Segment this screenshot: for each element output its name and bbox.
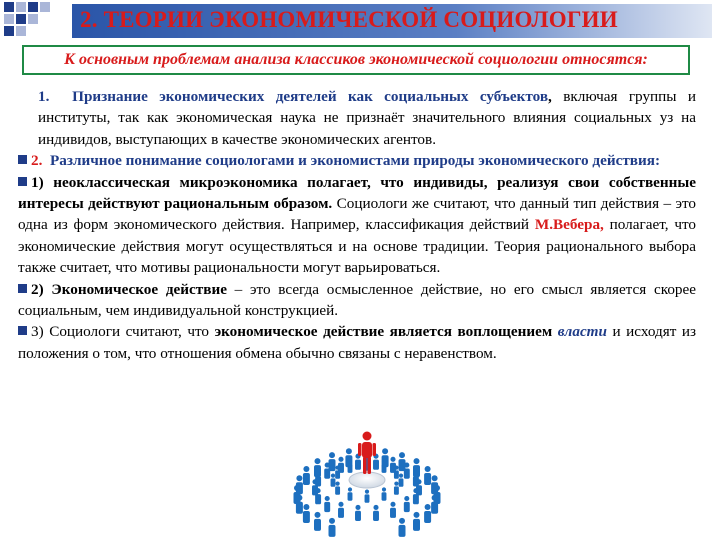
page-title: 2. ТЕОРИИ ЭКОНОМИЧЕСКОЙ СОЦИОЛОГИИ xyxy=(80,7,618,32)
person-figure xyxy=(390,457,396,473)
subtitle-box xyxy=(22,45,690,75)
item-1-comma: , xyxy=(548,88,552,105)
person-figure xyxy=(331,474,336,487)
person-figure xyxy=(413,512,420,531)
person-figure xyxy=(399,452,406,471)
point-3-lead: экономическое действие является воплощением xyxy=(214,323,553,341)
person-figure xyxy=(338,502,344,518)
bullet-square-icon xyxy=(18,326,27,335)
item-2-number: 2. xyxy=(31,152,43,170)
crowd-around-leader-icon xyxy=(292,412,442,540)
bullet-square-icon xyxy=(18,177,27,186)
person-figure xyxy=(413,458,420,477)
item-1-number: 1. xyxy=(38,88,50,105)
person-figure xyxy=(382,487,387,500)
person-figure xyxy=(373,454,379,470)
person-figure xyxy=(355,454,361,470)
person-figure xyxy=(303,466,310,485)
item-1 xyxy=(18,86,696,150)
point-1 xyxy=(18,172,696,279)
point-3 xyxy=(18,321,696,364)
person-figure xyxy=(373,505,379,521)
person-figure xyxy=(399,474,404,487)
item-1-text: включая группы и институты, так как экономическая наука не признаёт значительного влияния социальных уз на индивидов, выступающих в качестве экономических агентов. xyxy=(38,88,697,148)
person-figure xyxy=(382,448,389,467)
point-1-text-2: полагает, что экономические действия могут осуществляться и на основе традиции. Теория рационального выбора также считает, что мотивы рациональности могут варьироваться. xyxy=(18,216,696,277)
decorative-checker-squares xyxy=(4,2,64,48)
subtitle-text: К основным проблемам анализа классиков экономической социологии относятся: xyxy=(64,51,648,68)
person-figure xyxy=(365,490,370,503)
person-figure xyxy=(314,512,321,531)
person-figure xyxy=(394,482,399,495)
person-figure xyxy=(338,457,344,473)
point-2-text: – это всегда осмысленное действие, но его смысл является скорее социальным, чем индивидуальной конструкцией. xyxy=(18,280,696,320)
point-1-weber: М.Вебера, xyxy=(534,216,604,234)
person-figure xyxy=(431,475,438,494)
point-1-lead: неоклассическая микроэкономика полагает, что индивиды, реализуя свои собственные интересы действуют рациональным образом. xyxy=(18,173,697,213)
person-figure xyxy=(413,488,419,504)
person-figure xyxy=(424,466,431,485)
person-figure xyxy=(345,448,352,467)
person-figure xyxy=(431,495,438,514)
person-figure xyxy=(303,504,310,523)
person-figure xyxy=(324,496,330,512)
point-3-text-2: и исходят из положения о том, что отношения обмена обычно связаны с неравенством. xyxy=(18,323,696,362)
item-1-lead: Признание экономических деятелей как социальных субъектов xyxy=(72,88,549,105)
person-figure xyxy=(399,518,406,537)
point-2 xyxy=(18,279,696,322)
person-figure xyxy=(348,487,353,500)
person-figure xyxy=(296,475,303,494)
person-figure xyxy=(329,518,336,537)
point-1-text-1: Социологи же считают, что данный тип действия – это одна из форм экономического действия. Например, классификация действий xyxy=(18,195,696,234)
person-figure xyxy=(335,482,340,495)
content-body xyxy=(18,86,696,364)
point-3-text-1: Социологи считают, что xyxy=(43,323,215,341)
person-figure xyxy=(355,505,361,521)
point-3-power: власти xyxy=(557,323,607,341)
point-1-number: 1) xyxy=(31,173,44,191)
point-2-number: 2) xyxy=(31,280,44,298)
person-figure xyxy=(404,496,410,512)
person-figure xyxy=(314,458,321,477)
person-figure xyxy=(329,452,336,471)
person-figure xyxy=(424,504,431,523)
item-2-text: Различное понимание социологами и экономистами природы экономического действия: xyxy=(49,152,661,170)
bullet-square-icon xyxy=(18,155,27,164)
person-figure xyxy=(390,502,396,518)
item-2 xyxy=(18,150,696,171)
point-2-lead: Экономическое действие xyxy=(51,280,227,298)
bullet-square-icon xyxy=(18,284,27,293)
point-3-number: 3) xyxy=(31,323,44,341)
